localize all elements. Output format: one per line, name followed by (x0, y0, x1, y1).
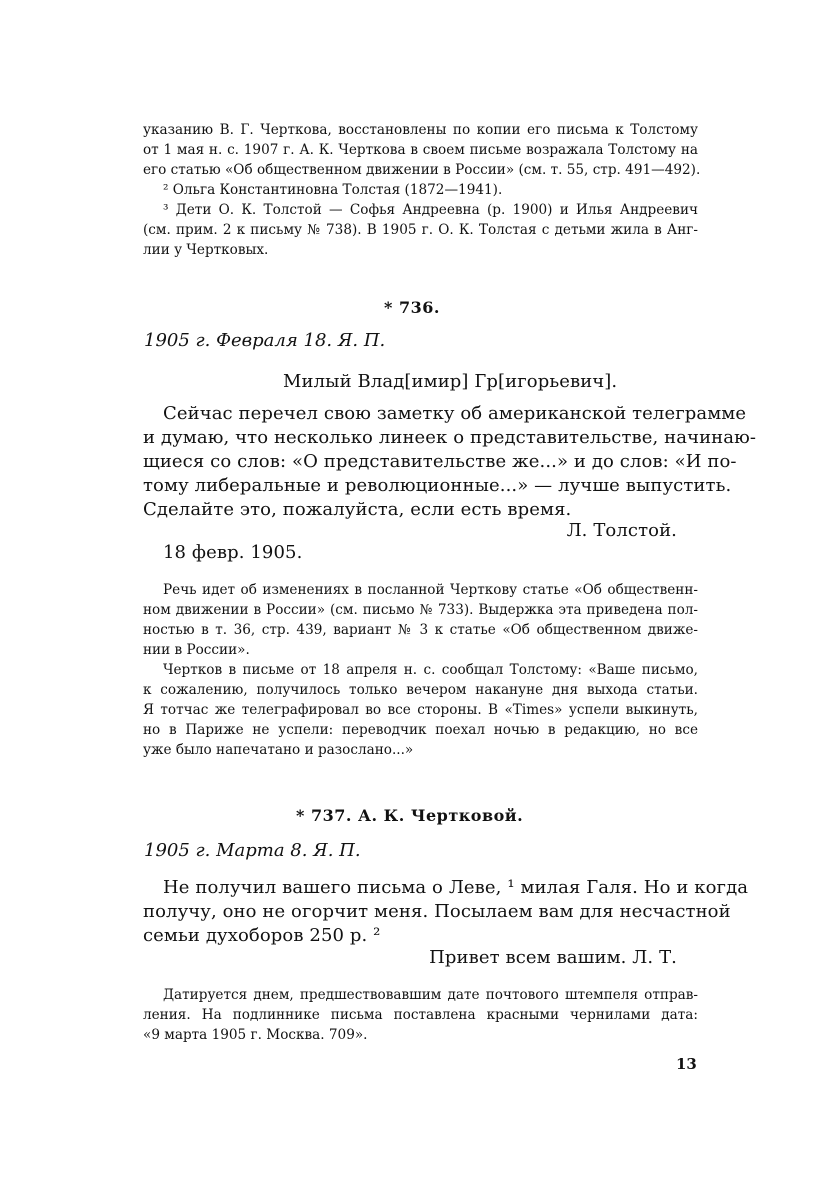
letter-body-line: тому либеральные и революционные...» — лучше выпустить. (143, 475, 732, 496)
note-line: нии в России». (143, 642, 250, 658)
letter-dateline: 1905 г. Марта 8. Я. П. (144, 840, 361, 861)
note-line: к сожалению, получилось только вечером накануне дня выхода статьи. (143, 682, 698, 698)
letter-body-line: Сделайте это, пожалуйста, если есть время. (143, 499, 572, 520)
letter-body-line: щиеся со слов: «О представительстве же...» и до слов: «И по- (143, 451, 737, 472)
note-line: «9 марта 1905 г. Москва. 709». (143, 1027, 368, 1043)
page-number: 13 (676, 1055, 697, 1073)
letter-number: * 737. А. К. Чертковой. (296, 806, 524, 825)
note-line: ном движении в России» (см. письмо № 733). Выдержка эта приведена пол- (143, 602, 698, 618)
letter-body-line: и думаю, что несколько линеек о представительстве, начинаю- (143, 427, 757, 448)
letter-date: 18 февр. 1905. (163, 542, 303, 563)
note-line: Чертков в письме от 18 апреля н. с. сообщал Толстому: «Ваше письмо, (163, 662, 698, 678)
footnote-line: (см. прим. 2 к письму № 738). В 1905 г. О. К. Толстая с детьми жила в Анг- (143, 222, 698, 238)
note-line: но в Париже не успели: переводчик поехал ночью в редакцию, но все (143, 722, 698, 738)
note-line: Я тотчас же телеграфировал во все стороны. В «Times» успели выкинуть, (143, 702, 698, 718)
footnote-line: лии у Чертковых. (143, 242, 269, 258)
footnote-line: указанию В. Г. Черткова, восстановлены по копии его письма к Толстому (143, 122, 698, 138)
note-line: уже было напечатано и разослано...» (143, 742, 414, 758)
letter-body-line: Не получил вашего письма о Леве, ¹ милая Галя. Но и когда (163, 877, 749, 898)
letter-salutation: Милый Влад[имир] Гр[игорьевич]. (283, 371, 618, 392)
note-line: Датируется днем, предшествовавшим дате почтового штемпеля отправ- (163, 987, 698, 1003)
letter-dateline: 1905 г. Февраля 18. Я. П. (144, 330, 386, 351)
note-line: ностью в т. 36, стр. 439, вариант № 3 к статье «Об общественном движе- (143, 622, 698, 638)
footnote-line: ² Ольга Константиновна Толстая (1872—1941). (163, 182, 503, 198)
letter-signature: Привет всем вашим. Л. Т. (429, 947, 677, 968)
letter-body-line: семьи духоборов 250 р. ² (143, 925, 381, 946)
note-line: Речь идет об изменениях в посланной Черткову статье «Об общественн- (163, 582, 698, 598)
footnote-line: ³ Дети О. К. Толстой — Софья Андреевна (р. 1900) и Илья Андреевич (163, 202, 698, 218)
note-line: ления. На подлиннике письма поставлена красными чернилами дата: (143, 1007, 698, 1023)
footnote-line: от 1 мая н. с. 1907 г. А. К. Черткова в своем письме возражала Толстому на (143, 142, 698, 158)
footnote-line: его статью «Об общественном движении в России» (см. т. 55, стр. 491—492). (143, 162, 701, 178)
letter-body-line: получу, оно не огорчит меня. Посылаем вам для несчастной (143, 901, 731, 922)
letter-signature: Л. Толстой. (566, 520, 677, 541)
letter-number: * 736. (384, 298, 440, 317)
letter-body-line: Сейчас перечел свою заметку об американской телеграмме (163, 403, 747, 424)
